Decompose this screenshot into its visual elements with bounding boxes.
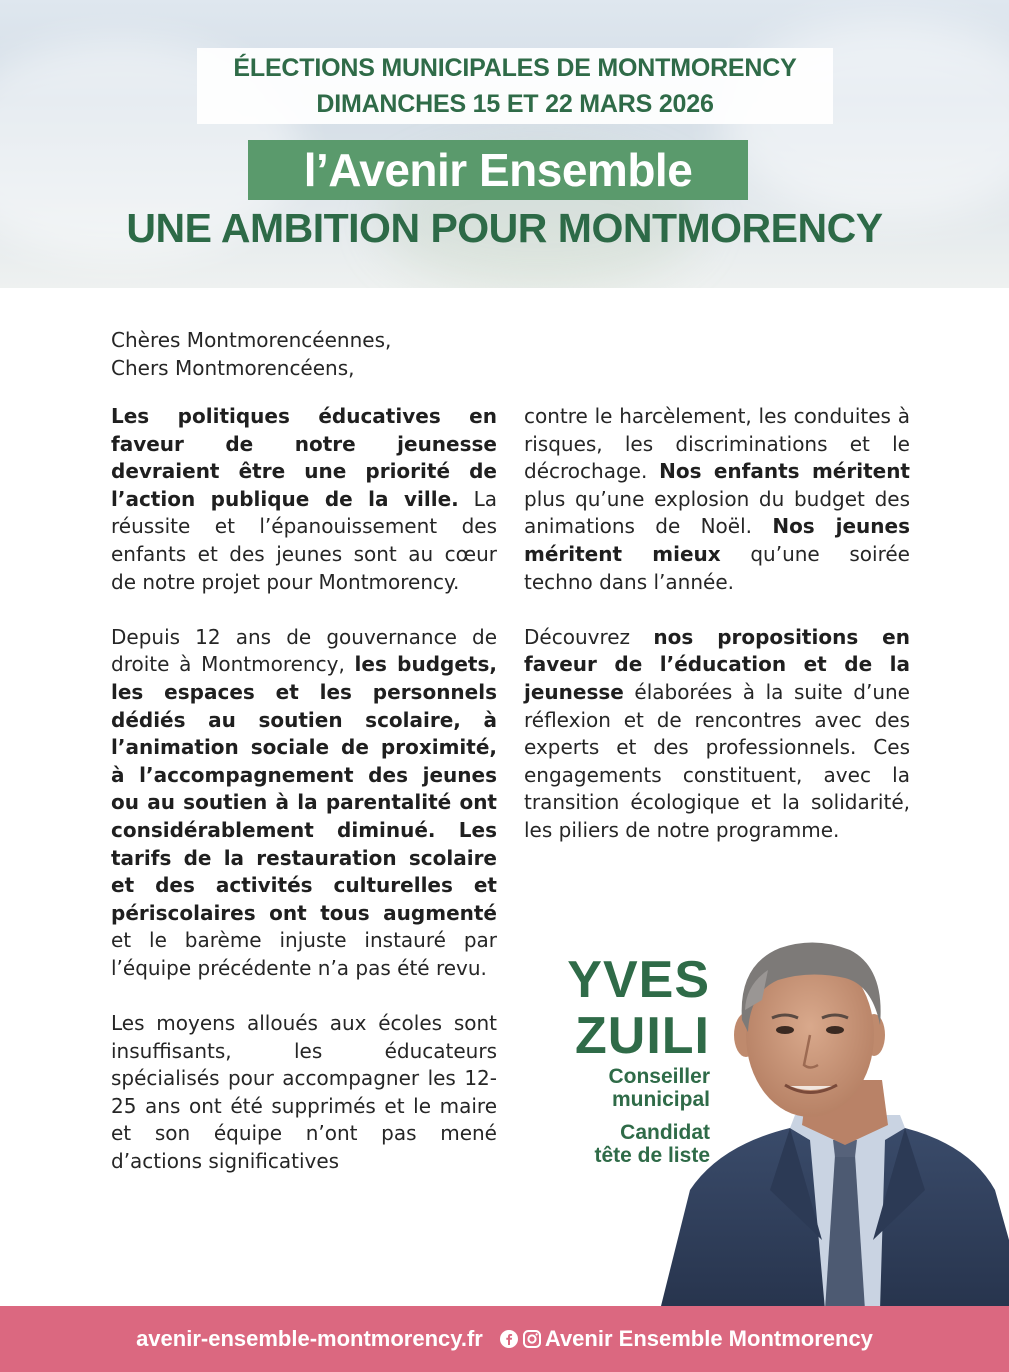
- bold-text: Les politiques éducatives en faveur de notre jeunesse devraient être une priorité de l’action publique de la ville.: [111, 404, 497, 511]
- website-link[interactable]: avenir-ensemble-montmorency.fr: [136, 1326, 483, 1351]
- footer-bar: [0, 1306, 1009, 1372]
- salutation-line: Chères Montmorencéennes,: [111, 328, 392, 352]
- bold-text: Nos enfants méritent: [659, 459, 910, 484]
- brand-title: l’Avenir Ensemble: [248, 140, 748, 200]
- right-column: [524, 403, 910, 872]
- candidate-first-name: YVES: [567, 951, 710, 1009]
- instagram-icon: [522, 1329, 542, 1349]
- election-dates: DIMANCHES 15 ET 22 MARS 2026: [316, 90, 714, 118]
- paragraph: [524, 403, 910, 596]
- salutation: [111, 326, 611, 382]
- body-text: contre le harcèlement, les conduites à risques, les discriminations et le décrochage.: [524, 404, 910, 484]
- role-line: Candidat: [620, 1121, 710, 1144]
- bold-text: les budgets, les espaces et les personnels dédiés au soutien scolaire, à l’animation sociale de proximité, à l’accompagnement des jeunes ou au soutien à la parentalité ont considérablement diminué. Les tarifs de la restauration scolaire et des activités culturelles et périscolaires ont tous augmenté: [111, 652, 497, 925]
- header-banner: [0, 0, 1009, 288]
- body-text: plus qu’une explosion du budget des animations de Noël.: [524, 486, 910, 539]
- body-text: La réussite et l’épanouissement des enfants et des jeunes sont au cœur de notre projet pour Montmorency.: [111, 486, 498, 594]
- tagline: UNE AMBITION POUR MONTMORENCY: [126, 205, 883, 251]
- candidate-name: [530, 952, 710, 1064]
- election-info-box: [197, 48, 833, 124]
- paragraph: [111, 624, 497, 983]
- candidate-role-head: [540, 1121, 710, 1167]
- body-text: élaborées à la suite d’une réflexion et de rencontres avec des experts et des professionnels. Ces engagements constituent, avec la transition écologique et la solidarité, les piliers de notre programme.: [524, 679, 910, 842]
- paragraph: [524, 624, 910, 845]
- candidate-role-councillor: [540, 1065, 710, 1111]
- body-text: et le barème injuste instauré par l’équipe précédente n’a pas été revu.: [111, 928, 497, 980]
- paragraph: [111, 1010, 497, 1176]
- body-text: Les moyens alloués aux écoles sont insuffisants, les éducateurs spécialisés pour accompagner les 12-25 ans ont été supprimés et le maire et son équipe n’ont pas mené d’actions significatives: [111, 1011, 497, 1174]
- bold-text: Nos jeunes méritent mieux: [524, 514, 910, 566]
- left-column: [111, 403, 497, 1203]
- social-link[interactable]: [499, 1326, 873, 1352]
- role-line: tête de liste: [594, 1144, 710, 1167]
- social-handle: Avenir Ensemble Montmorency: [544, 1326, 873, 1351]
- bold-text: nos propositions en faveur de l’éducation et de la jeunesse: [524, 624, 910, 704]
- salutation-line: Chers Montmorencéens,: [111, 356, 355, 380]
- body-text: qu’une soirée techno dans l’année.: [524, 541, 910, 594]
- candidate-last-name: ZUILI: [575, 1007, 710, 1065]
- paragraph: [111, 403, 497, 596]
- role-line: municipal: [611, 1088, 710, 1111]
- facebook-icon: [499, 1329, 519, 1349]
- body-text: Depuis 12 ans de gouvernance de droite à Montmorency,: [111, 624, 497, 677]
- role-line: Conseiller: [608, 1065, 710, 1088]
- body-text: Découvrez: [524, 624, 654, 649]
- election-title: ÉLECTIONS MUNICIPALES DE MONTMORENCY: [233, 54, 797, 82]
